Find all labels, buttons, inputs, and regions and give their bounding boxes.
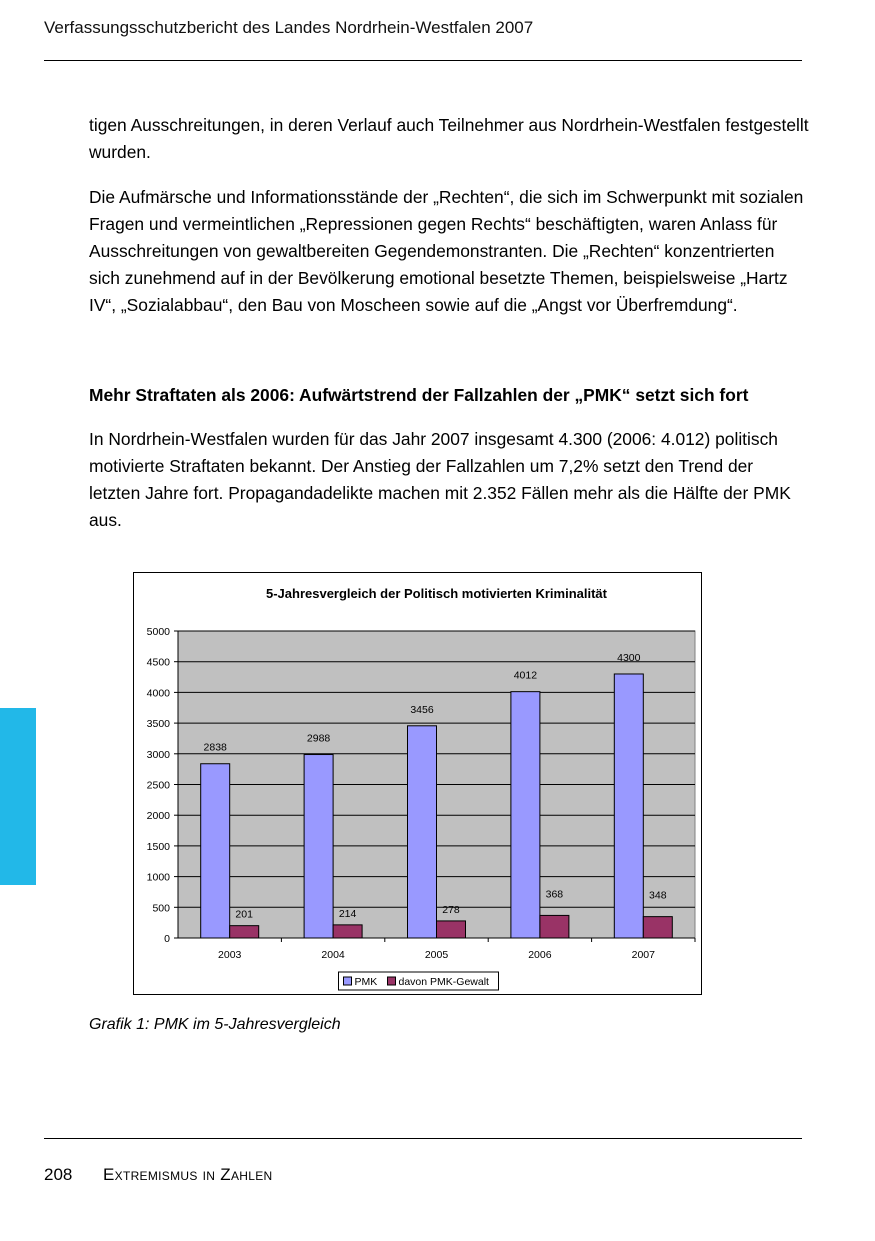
x-tick-label: 2005 [424,949,449,961]
legend-swatch [388,977,396,985]
data-label: 278 [442,903,460,916]
bar-pmk [614,674,643,938]
bar-pmk [304,755,333,938]
page-header-title: Verfassungsschutzbericht des Landes Nordrhein-Westfalen 2007 [44,18,534,37]
legend-label: PMK [354,976,378,988]
data-label: 2988 [306,732,331,745]
y-tick-label: 1500 [146,840,170,853]
y-tick-label: 4500 [146,656,170,669]
x-tick-label: 2007 [631,949,655,961]
bar-pmk [408,726,437,938]
y-tick-label: 4000 [146,687,170,700]
paragraph-1: tigen Ausschreitungen, in deren Verlauf auch Teilnehmer aus Nordrhein-Westfalen festgestellt wurden. [89,115,809,162]
paragraph-2: Die Aufmärsche und Informationsstände der „Rechten“, die sich im Schwerpunkt mit sozialen Fragen und vermeintlichen „Repressionen gegen Rechts“ beschäftigten, waren Anlass für Ausschreitungen von gewaltbereiten Gegendemonstranten. Die „Rechten“ konzentrierten sich zunehmend auf in der Bevölkerung emotional besetzte Themen, beispielsweise „Hartz IV“, „Sozialabbau“, den Bau von Moscheen sowie auf die „Angst vor Überfremdung“. [89,187,804,315]
data-label: 348 [649,889,667,902]
y-tick-label: 3500 [146,718,170,731]
data-label: 4300 [617,651,641,664]
x-tick-label: 2004 [321,949,345,961]
bar-chart [134,573,703,996]
chapter-side-tab [0,708,36,885]
bar-pmk-gewalt [540,915,569,938]
section-heading: Mehr Straftaten als 2006: Aufwärtstrend der Fallzahlen der „PMK“ setzt sich fort [89,385,749,405]
legend-swatch [344,977,352,985]
y-tick-label: 2000 [146,810,170,823]
paragraph-3: In Nordrhein-Westfalen wurden für das Jahr 2007 insgesamt 4.300 (2006: 4.012) politisch motivierte Straftaten bekannt. Der Anstieg der Fallzahlen um 7,2% setzt den Trend der letzten Jahre fort. Propagandadelikte machen mit 2.352 Fällen mehr als die Hälfte der PMK aus. [89,429,791,530]
y-tick-label: 0 [164,933,170,945]
y-tick-label: 5000 [146,626,170,638]
y-tick-label: 1000 [146,871,170,884]
header-rule [44,60,802,61]
data-label: 3456 [410,703,434,716]
data-label: 201 [235,908,253,921]
data-label: 2838 [203,741,227,754]
y-tick-label: 500 [152,902,170,915]
bar-pmk-gewalt [643,917,672,938]
y-tick-label: 3000 [146,748,170,761]
data-label: 368 [545,888,564,901]
bar-pmk-gewalt [437,921,466,938]
footer-rule [44,1138,802,1139]
footer-label: Extremismus in Zahlen [103,1165,273,1184]
x-tick-label: 2006 [528,949,552,961]
data-label: 214 [338,907,357,920]
bar-pmk-gewalt [333,925,362,938]
x-tick-label: 2003 [218,949,242,961]
figure-caption: Grafik 1: PMK im 5-Jahresvergleich [89,1016,341,1033]
y-tick-label: 2500 [146,779,170,792]
bar-pmk-gewalt [230,926,259,938]
chart-title: 5-Jahresvergleich der Politisch motivierten Kriminalität [265,586,608,601]
bar-pmk [201,764,230,938]
bar-pmk [511,692,540,938]
data-label: 4012 [513,669,538,682]
legend-label: davon PMK-Gewalt [398,976,489,988]
page-number: 208 [44,1165,73,1184]
chart-frame [133,572,702,995]
